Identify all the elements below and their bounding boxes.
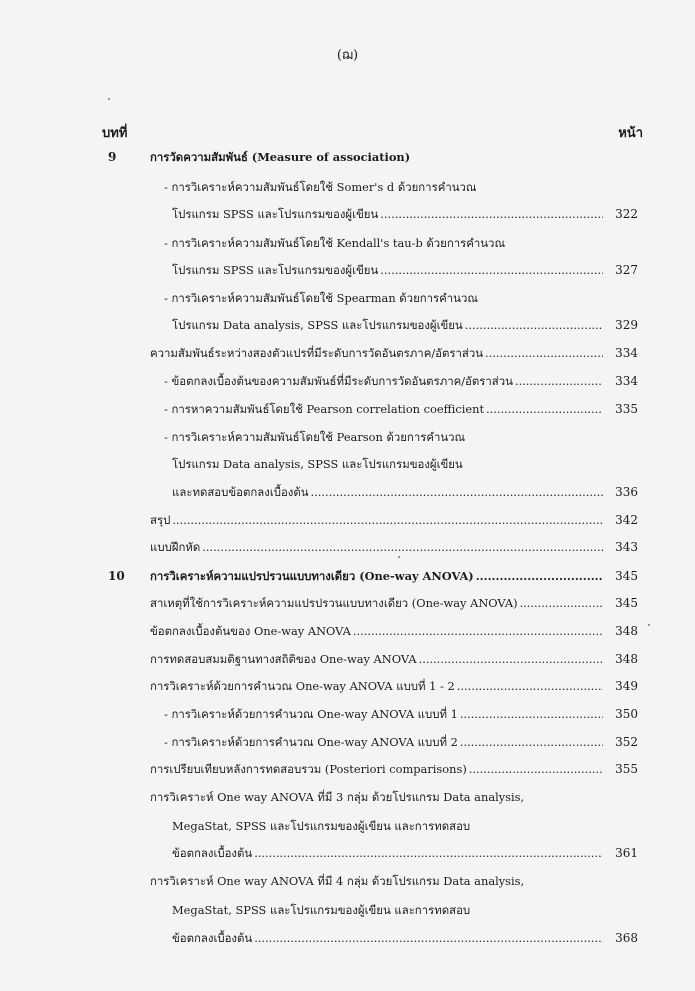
toc-entry bbox=[0, 203, 695, 225]
toc-entry bbox=[0, 899, 695, 921]
dot-leader bbox=[380, 259, 603, 281]
toc-entry-title: ข้อตกลงเบื้องต้นของ One-way ANOVA bbox=[150, 624, 351, 638]
page-number: (ฌ) bbox=[336, 48, 359, 63]
toc-page-number: 334 bbox=[615, 374, 638, 388]
toc-entry bbox=[0, 703, 695, 725]
scan-speck bbox=[108, 98, 110, 100]
toc-entry-title: - การวิเคราะห์ความสัมพันธ์โดยใช้ Somer's d ด้วยการคำนวณ bbox=[164, 180, 477, 194]
toc-entry bbox=[0, 731, 695, 753]
dot-leader bbox=[460, 703, 603, 725]
dot-leader bbox=[380, 203, 603, 225]
toc-entry-title: สาเหตุที่ใช้การวิเคราะห์ความแปรปรวนแบบทางเดียว (One-way ANOVA) bbox=[150, 596, 518, 610]
toc-page-number: 361 bbox=[615, 846, 638, 860]
toc-page-number: 348 bbox=[615, 652, 638, 666]
toc-entry bbox=[0, 146, 695, 168]
toc-entry bbox=[0, 927, 695, 949]
dot-leader bbox=[353, 620, 603, 642]
toc-entry bbox=[0, 842, 695, 864]
toc-entry bbox=[0, 481, 695, 503]
chapter-column-header: บทที่ bbox=[102, 126, 128, 141]
toc-entry-title: การทดสอบสมมติฐานทางสถิติของ One-way ANOVA bbox=[150, 652, 417, 666]
toc-page-number: 350 bbox=[615, 707, 638, 721]
toc-entry-title: - ข้อตกลงเบื้องต้นของความสัมพันธ์ที่มีระดับการวัดอันตรภาค/อัตราส่วน bbox=[164, 374, 513, 388]
toc-entry-title: ข้อตกลงเบื้องต้น bbox=[172, 931, 253, 945]
toc-entry-title: - การวิเคราะห์ด้วยการคำนวณ One-way ANOVA แบบที่ 2 bbox=[164, 735, 458, 749]
toc-page-number: 349 bbox=[615, 679, 638, 693]
toc-entry-title: การวิเคราะห์ One way ANOVA ที่มี 4 กลุ่ม ด้วยโปรแกรม Data analysis, bbox=[150, 874, 525, 888]
toc-entry-title: ความสัมพันธ์ระหว่างสองตัวแปรที่มีระดับการวัดอันตรภาค/อัตราส่วน bbox=[150, 346, 484, 360]
toc-page-number: 342 bbox=[615, 513, 638, 527]
toc-entry-title: - การวิเคราะห์ความสัมพันธ์โดยใช้ Kendall's tau-b ด้วยการคำนวณ bbox=[164, 236, 506, 250]
toc-page-number: 322 bbox=[615, 207, 638, 221]
dot-leader bbox=[485, 342, 603, 364]
dot-leader bbox=[419, 648, 603, 670]
toc-entry bbox=[0, 620, 695, 642]
toc-entry bbox=[0, 259, 695, 281]
dot-leader bbox=[254, 842, 603, 864]
toc-chapter-number: 9 bbox=[108, 150, 117, 164]
toc-entry-title: โปรแกรม Data analysis, SPSS และโปรแกรมของผู้เขียน bbox=[172, 318, 463, 332]
scan-speck bbox=[648, 624, 650, 626]
toc-entry bbox=[0, 536, 695, 558]
toc-entry bbox=[0, 565, 695, 587]
dot-leader bbox=[311, 481, 603, 503]
toc-entry bbox=[0, 675, 695, 697]
toc-page-number: 345 bbox=[615, 569, 638, 583]
scan-speck bbox=[398, 556, 400, 558]
toc-entry bbox=[0, 176, 695, 198]
dot-leader bbox=[515, 370, 603, 392]
toc-page-number: 348 bbox=[615, 624, 638, 638]
toc-entry-title: โปรแกรม Data analysis, SPSS และโปรแกรมของผู้เขียน bbox=[172, 457, 463, 471]
toc-entry bbox=[0, 342, 695, 364]
dot-leader bbox=[476, 565, 603, 587]
toc-page-number: 343 bbox=[615, 540, 638, 554]
toc-entry-title: การวิเคราะห์ด้วยการคำนวณ One-way ANOVA แบบที่ 1 - 2 bbox=[150, 679, 455, 693]
toc-entry bbox=[0, 870, 695, 892]
dot-leader bbox=[465, 314, 603, 336]
toc-page-number: 355 bbox=[615, 762, 638, 776]
page-column-header: หน้า bbox=[618, 126, 643, 141]
toc-entry-title: - การวิเคราะห์ความสัมพันธ์โดยใช้ Pearson ด้วยการคำนวณ bbox=[164, 430, 466, 444]
toc-entry-title: และทดสอบข้อตกลงเบื้องต้น bbox=[172, 485, 309, 499]
dot-leader bbox=[520, 592, 603, 614]
toc-page-number: 352 bbox=[615, 735, 638, 749]
toc-entry bbox=[0, 232, 695, 254]
toc-page-number: 368 bbox=[615, 931, 638, 945]
toc-entry bbox=[0, 453, 695, 475]
dot-leader bbox=[486, 398, 603, 420]
toc-entry-title: - การหาความสัมพันธ์โดยใช้ Pearson correlation coefficient bbox=[164, 402, 485, 416]
toc-entry-title: การวิเคราะห์ความแปรปรวนแบบทางเดียว (One-way ANOVA) bbox=[150, 569, 474, 583]
toc-entry-title: โปรแกรม SPSS และโปรแกรมของผู้เขียน bbox=[172, 207, 379, 221]
dot-leader bbox=[172, 509, 603, 531]
toc-entry-title: MegaStat, SPSS และโปรแกรมของผู้เขียน และการทดสอบ bbox=[172, 819, 471, 833]
toc-page-number: 329 bbox=[615, 318, 638, 332]
toc-entry bbox=[0, 398, 695, 420]
toc-page-number: 327 bbox=[615, 263, 638, 277]
toc-entry-title: การเปรียบเทียบหลังการทดสอบรวม (Posteriori comparisons) bbox=[150, 762, 467, 776]
toc-page-number: 335 bbox=[615, 402, 638, 416]
toc-entry bbox=[0, 786, 695, 808]
toc-entry bbox=[0, 287, 695, 309]
toc-chapter-number: 10 bbox=[108, 569, 125, 583]
toc-entry bbox=[0, 758, 695, 780]
toc-entry-title: การวัดความสัมพันธ์ (Measure of association) bbox=[150, 150, 411, 164]
toc-entry-title: - การวิเคราะห์ความสัมพันธ์โดยใช้ Spearman ด้วยการคำนวณ bbox=[164, 291, 478, 305]
dot-leader bbox=[469, 758, 603, 780]
toc-entry bbox=[0, 426, 695, 448]
toc-entry-title: MegaStat, SPSS และโปรแกรมของผู้เขียน และการทดสอบ bbox=[172, 903, 471, 917]
toc-entry bbox=[0, 314, 695, 336]
toc-page-number: 345 bbox=[615, 596, 638, 610]
dot-leader bbox=[460, 731, 603, 753]
toc-page-number: 334 bbox=[615, 346, 638, 360]
toc-entry-title: - การวิเคราะห์ด้วยการคำนวณ One-way ANOVA แบบที่ 1 bbox=[164, 707, 458, 721]
dot-leader bbox=[457, 675, 603, 697]
toc-entry-title: การวิเคราะห์ One way ANOVA ที่มี 3 กลุ่ม ด้วยโปรแกรม Data analysis, bbox=[150, 790, 525, 804]
toc-entry bbox=[0, 509, 695, 531]
toc-entry bbox=[0, 370, 695, 392]
toc-entry bbox=[0, 648, 695, 670]
dot-leader bbox=[254, 927, 603, 949]
toc-entry-title: สรุป bbox=[150, 513, 171, 527]
toc-entry-title: โปรแกรม SPSS และโปรแกรมของผู้เขียน bbox=[172, 263, 379, 277]
dot-leader bbox=[202, 536, 603, 558]
toc-page-number: 336 bbox=[615, 485, 638, 499]
toc-entry-title: ข้อตกลงเบื้องต้น bbox=[172, 846, 253, 860]
toc-entry-title: แบบฝึกหัด bbox=[150, 540, 201, 554]
toc-entry bbox=[0, 815, 695, 837]
toc-entry bbox=[0, 592, 695, 614]
